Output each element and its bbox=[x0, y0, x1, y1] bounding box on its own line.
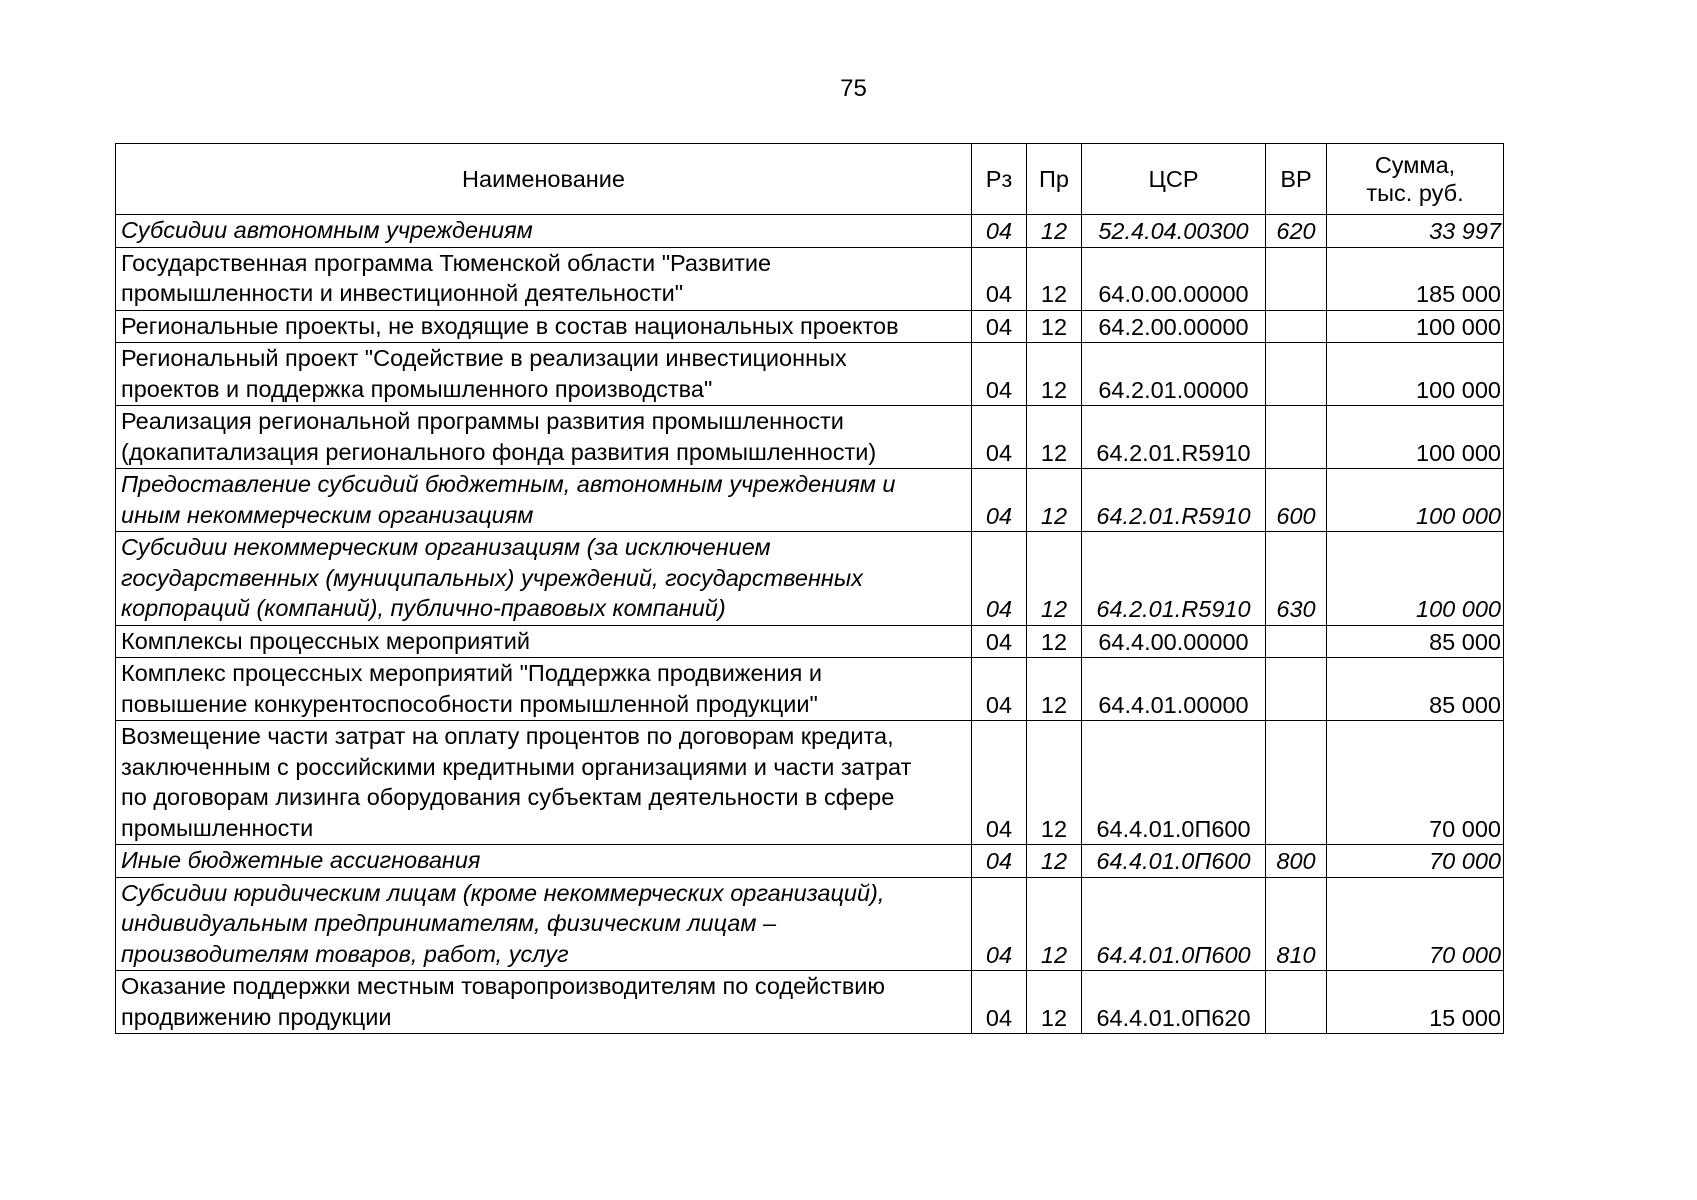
row-sum-cell: 85 000 bbox=[1327, 625, 1504, 658]
table-row bbox=[116, 469, 1504, 532]
row-rz-cell: 04 bbox=[972, 310, 1027, 343]
row-sum-cell: 100 000 bbox=[1327, 532, 1504, 626]
row-rz-cell: 04 bbox=[972, 721, 1027, 845]
row-name-cell: Возмещение части затрат на оплату процентов по договорам кредита, заключенным с российскими кредитными организациями и части затрат по договорам лизинга оборудования субъектам деятельности в сфере промышленности bbox=[116, 721, 972, 845]
row-csr-cell: 64.4.01.0П600 bbox=[1082, 877, 1266, 971]
row-name-cell: Субсидии юридическим лицам (кроме некоммерческих организаций), индивидуальным предпринимателям, физическим лицам – производителям товаров, работ, услуг bbox=[116, 877, 972, 971]
row-csr-cell: 64.2.01.R5910 bbox=[1082, 532, 1266, 626]
row-pr-cell: 12 bbox=[1027, 310, 1082, 343]
table-row bbox=[116, 721, 1504, 845]
row-sum-cell: 100 000 bbox=[1327, 469, 1504, 532]
row-vr-cell bbox=[1266, 625, 1327, 658]
row-csr-cell: 52.4.04.00300 bbox=[1082, 215, 1266, 248]
row-csr-cell: 64.2.01.R5910 bbox=[1082, 469, 1266, 532]
row-vr-cell: 600 bbox=[1266, 469, 1327, 532]
row-pr-cell: 12 bbox=[1027, 845, 1082, 878]
header-name: Наименование bbox=[116, 144, 972, 215]
row-rz-cell: 04 bbox=[972, 877, 1027, 971]
row-name-cell: Предоставление субсидий бюджетным, автономным учреждениям и иным некоммерческим организациям bbox=[116, 469, 972, 532]
header-sum: Сумма, тыс. руб. bbox=[1327, 144, 1504, 215]
table-row bbox=[116, 343, 1504, 406]
row-rz-cell: 04 bbox=[972, 845, 1027, 878]
table-row bbox=[116, 215, 1504, 248]
row-name-cell: Региональный проект "Содействие в реализации инвестиционных проектов и поддержка промышленного производства" bbox=[116, 343, 972, 406]
row-csr-cell: 64.0.00.00000 bbox=[1082, 247, 1266, 310]
row-vr-cell: 620 bbox=[1266, 215, 1327, 248]
budget-table bbox=[115, 143, 1504, 1034]
row-rz-cell: 04 bbox=[972, 625, 1027, 658]
row-vr-cell bbox=[1266, 310, 1327, 343]
row-name-cell: Реализация региональной программы развития промышленности (докапитализация регионального фонда развития промышленности) bbox=[116, 406, 972, 469]
row-rz-cell: 04 bbox=[972, 532, 1027, 626]
row-vr-cell bbox=[1266, 247, 1327, 310]
row-rz-cell: 04 bbox=[972, 658, 1027, 721]
row-csr-cell: 64.4.01.0П600 bbox=[1082, 721, 1266, 845]
row-rz-cell: 04 bbox=[972, 343, 1027, 406]
table-row bbox=[116, 310, 1504, 343]
row-csr-cell: 64.4.01.0П600 bbox=[1082, 845, 1266, 878]
header-pr: Пр bbox=[1027, 144, 1082, 215]
row-sum-cell: 15 000 bbox=[1327, 971, 1504, 1034]
row-sum-cell: 70 000 bbox=[1327, 877, 1504, 971]
row-sum-cell: 70 000 bbox=[1327, 721, 1504, 845]
row-rz-cell: 04 bbox=[972, 247, 1027, 310]
row-rz-cell: 04 bbox=[972, 971, 1027, 1034]
table-row bbox=[116, 877, 1504, 971]
row-vr-cell: 800 bbox=[1266, 845, 1327, 878]
table-row bbox=[116, 625, 1504, 658]
table-row bbox=[116, 532, 1504, 626]
row-csr-cell: 64.2.00.00000 bbox=[1082, 310, 1266, 343]
row-pr-cell: 12 bbox=[1027, 469, 1082, 532]
page-number: 75 bbox=[840, 75, 867, 102]
row-pr-cell: 12 bbox=[1027, 658, 1082, 721]
row-sum-cell: 100 000 bbox=[1327, 310, 1504, 343]
row-rz-cell: 04 bbox=[972, 406, 1027, 469]
row-vr-cell bbox=[1266, 971, 1327, 1034]
row-csr-cell: 64.2.01.00000 bbox=[1082, 343, 1266, 406]
row-pr-cell: 12 bbox=[1027, 877, 1082, 971]
row-name-cell: Комплекс процессных мероприятий "Поддержка продвижения и повышение конкурентоспособности промышленной продукции" bbox=[116, 658, 972, 721]
row-vr-cell bbox=[1266, 343, 1327, 406]
table-row bbox=[116, 845, 1504, 878]
row-sum-cell: 185 000 bbox=[1327, 247, 1504, 310]
row-sum-cell: 85 000 bbox=[1327, 658, 1504, 721]
row-sum-cell: 33 997 bbox=[1327, 215, 1504, 248]
row-csr-cell: 64.4.01.0П620 bbox=[1082, 971, 1266, 1034]
row-vr-cell bbox=[1266, 658, 1327, 721]
row-vr-cell bbox=[1266, 721, 1327, 845]
row-csr-cell: 64.4.01.00000 bbox=[1082, 658, 1266, 721]
table-row bbox=[116, 406, 1504, 469]
row-rz-cell: 04 bbox=[972, 469, 1027, 532]
row-csr-cell: 64.2.01.R5910 bbox=[1082, 406, 1266, 469]
row-sum-cell: 70 000 bbox=[1327, 845, 1504, 878]
table-body bbox=[116, 215, 1504, 1034]
header-vr: ВР bbox=[1266, 144, 1327, 215]
row-pr-cell: 12 bbox=[1027, 625, 1082, 658]
table-row bbox=[116, 247, 1504, 310]
row-pr-cell: 12 bbox=[1027, 532, 1082, 626]
row-pr-cell: 12 bbox=[1027, 343, 1082, 406]
row-pr-cell: 12 bbox=[1027, 971, 1082, 1034]
row-pr-cell: 12 bbox=[1027, 215, 1082, 248]
row-name-cell: Региональные проекты, не входящие в состав национальных проектов bbox=[116, 310, 972, 343]
row-name-cell: Субсидии некоммерческим организациям (за исключением государственных (муниципальных) учреждений, государственных корпораций (компаний), публично-правовых компаний) bbox=[116, 532, 972, 626]
row-sum-cell: 100 000 bbox=[1327, 406, 1504, 469]
row-pr-cell: 12 bbox=[1027, 406, 1082, 469]
table-row bbox=[116, 658, 1504, 721]
row-name-cell: Иные бюджетные ассигнования bbox=[116, 845, 972, 878]
row-sum-cell: 100 000 bbox=[1327, 343, 1504, 406]
row-name-cell: Комплексы процессных мероприятий bbox=[116, 625, 972, 658]
row-pr-cell: 12 bbox=[1027, 247, 1082, 310]
row-name-cell: Субсидии автономным учреждениям bbox=[116, 215, 972, 248]
table-row bbox=[116, 971, 1504, 1034]
row-name-cell: Государственная программа Тюменской области "Развитие промышленности и инвестиционной деятельности" bbox=[116, 247, 972, 310]
row-rz-cell: 04 bbox=[972, 215, 1027, 248]
table-header-row bbox=[116, 144, 1504, 215]
row-vr-cell: 630 bbox=[1266, 532, 1327, 626]
row-pr-cell: 12 bbox=[1027, 721, 1082, 845]
row-vr-cell bbox=[1266, 406, 1327, 469]
row-name-cell: Оказание поддержки местным товаропроизводителям по содействию продвижению продукции bbox=[116, 971, 972, 1034]
row-vr-cell: 810 bbox=[1266, 877, 1327, 971]
header-rz: Рз bbox=[972, 144, 1027, 215]
row-csr-cell: 64.4.00.00000 bbox=[1082, 625, 1266, 658]
header-csr: ЦСР bbox=[1082, 144, 1266, 215]
